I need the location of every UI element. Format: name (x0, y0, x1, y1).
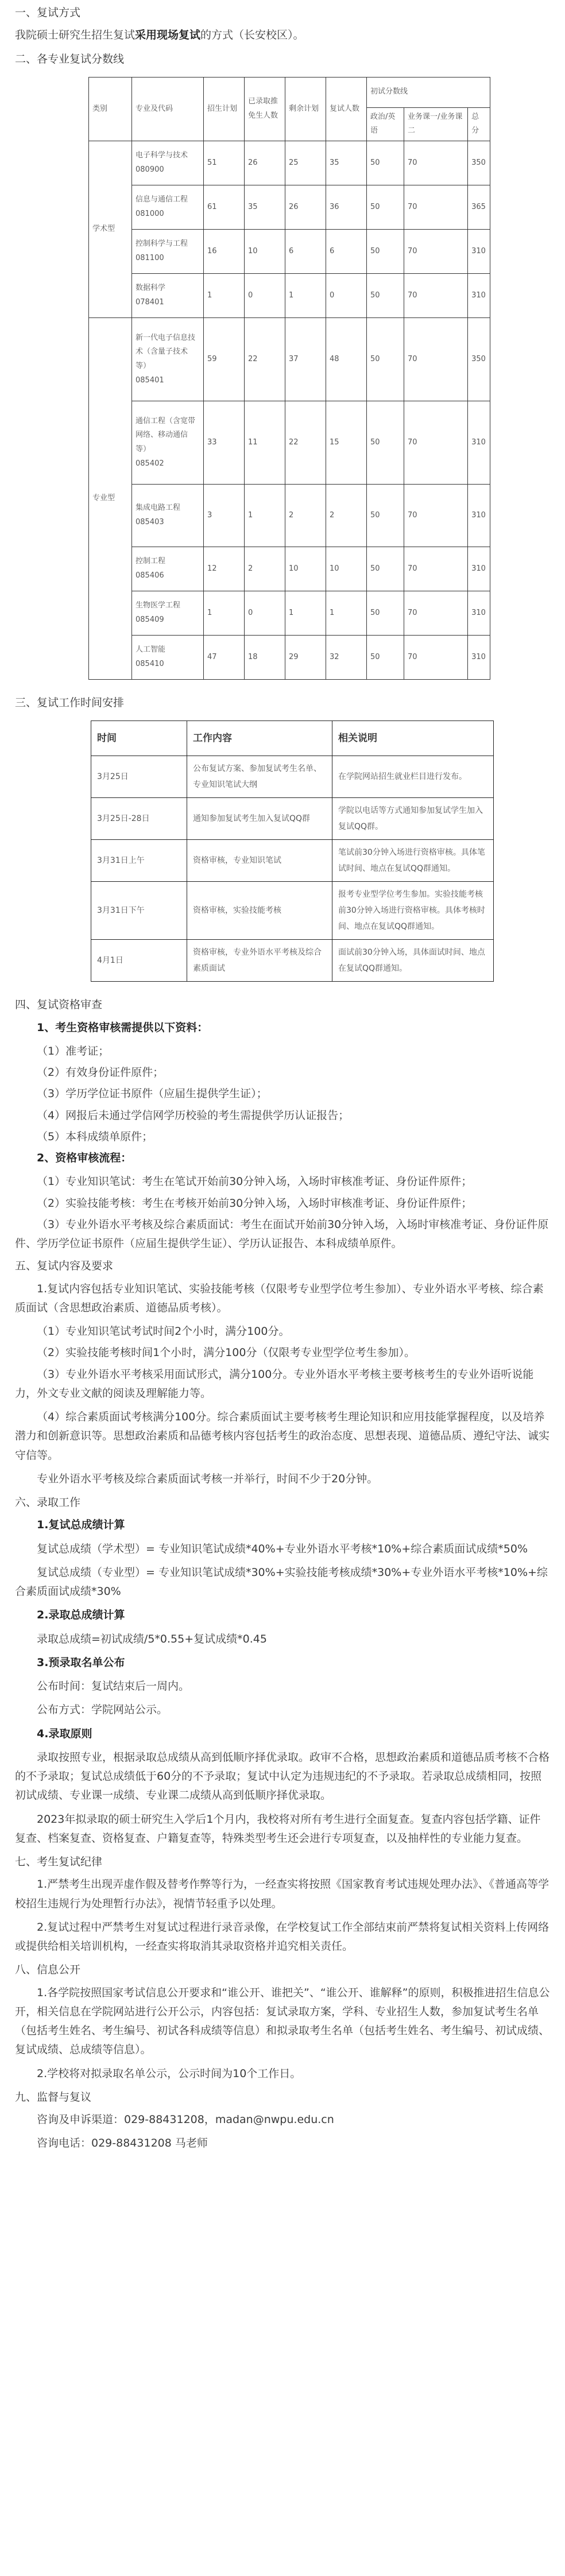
admission-rule: 录取按照专业，根据录取总成绩从高到低顺序择优录取。政审不合格，思想政治素质和道德品质考核不合格的不予录取；复试总成绩低于60分的不予录取；复试中认定为违规违纪的不予录取。若录取总成绩相同，按照初试成绩、专业课一成绩、专业课二成绩从高到低顺序择优录取。 (15, 1750, 550, 1802)
politics-cell: 50 (367, 230, 404, 274)
retest-cell: 32 (326, 636, 367, 680)
score-table-header-row (89, 77, 490, 107)
section-8-p2: 2.学校将对拟录取名单公示，公示时间为10个工作日。 (37, 2067, 301, 2080)
section-5-title: 五、复试内容及要求 (15, 1260, 114, 1273)
courses-cell: 70 (404, 636, 467, 680)
table-row (89, 636, 490, 680)
retest-cell: 48 (326, 318, 367, 401)
plan-cell: 1 (204, 274, 245, 318)
section-5-p4: （4）综合素质面试考核满分100分。综合素质面试主要考核考生理论知识和应用技能掌握程度，以及培养潜力和创新意识等。思想政治素质和品德考核内容包括考生的政治态度、思想表现、道德品质、遵纪守法、诚实守信等。 (15, 1411, 550, 1462)
retest-cell: 36 (326, 185, 367, 230)
section-1-text-pre: 我院硕士研究生招生复试 (15, 29, 136, 42)
review-2023: 2023年拟录取的硕士研究生入学后1个月内，我校将对所有考生进行全面复查。复查内容包括学籍、证件复查、档案复查、资格复查、户籍复查等，特殊类型考生还会进行专项复查，以及抽样性的专业能力复查。 (15, 1812, 541, 1845)
remaining-cell: 2 (285, 485, 326, 547)
schedule-table (91, 720, 494, 982)
remaining-cell: 6 (285, 230, 326, 274)
publish-time: 公布时间：复试结束后一周内。 (37, 1680, 190, 1693)
total-cell: 350 (468, 141, 490, 185)
plan-cell: 1 (204, 591, 245, 636)
major-cell (132, 547, 204, 591)
major-cell (132, 274, 204, 318)
retest-cell: 1 (326, 591, 367, 636)
politics-cell: 50 (367, 401, 404, 485)
section-7-p2: 2.复试过程中严禁考生对复试过程进行录音录像，在学校复试工作全部结束前严禁将复试相关资料上传网络或提供给相关培训机构，一经查实将取消其录取资格并追究相关责任。 (15, 1920, 549, 1953)
total-cell: 310 (468, 230, 490, 274)
plan-cell: 47 (204, 636, 245, 680)
plan-cell: 12 (204, 547, 245, 591)
section-5-p1: 1.复试内容包括专业知识笔试、实验技能考核（仅限考专业型学位考生参加）、专业外语水平考核、综合素质面试（含思想政治素质、道德品质考核）。 (15, 1282, 544, 1314)
list-item: （1）专业知识笔试：考生在笔试开始前30分钟入场，入场时审核准考证、身份证件原件； (37, 1175, 473, 1188)
formula-admission: 录取总成绩=初试成绩/5*0.55+复试成绩*0.45 (37, 1632, 267, 1645)
time-cell: 4月1日 (91, 940, 187, 982)
section-9-title: 九、监督与复议 (15, 2090, 92, 2104)
time-cell: 3月31日上午 (91, 840, 187, 882)
note-cell: 面试前30分钟入场，具体面试时间、地点在复试QQ群通知。 (332, 940, 494, 982)
list-item: （2）实验技能考核时间1个小时，满分100分（仅限考专业型学位考生参加）。 (37, 1346, 415, 1359)
plan-cell: 3 (204, 485, 245, 547)
total-cell: 310 (468, 591, 490, 636)
section-8-title: 八、信息公开 (15, 1963, 81, 1977)
section-1-title: 一、复试方式 (15, 6, 81, 19)
retest-cell: 35 (326, 141, 367, 185)
major-name: 人工智能 (136, 645, 166, 654)
politics-cell: 50 (367, 636, 404, 680)
major-name: 控制科学与工程 (136, 239, 188, 249)
remaining-cell: 26 (285, 185, 326, 230)
major-cell (132, 636, 204, 680)
retest-cell: 10 (326, 547, 367, 591)
table-row (89, 485, 490, 547)
politics-cell: 50 (367, 185, 404, 230)
exempt-cell: 26 (245, 141, 285, 185)
major-name: 信息与通信工程 (136, 195, 188, 204)
remaining-cell: 10 (285, 547, 326, 591)
courses-cell: 70 (404, 591, 467, 636)
section-1-text (15, 26, 550, 45)
document (0, 3, 565, 2153)
exempt-cell: 10 (245, 230, 285, 274)
list-item: （5）本科成绩单原件； (37, 1130, 153, 1143)
group-professional: 专业型 (89, 318, 132, 680)
major-code: 085403 (136, 518, 164, 527)
exempt-cell: 35 (245, 185, 285, 230)
table-row (91, 756, 494, 798)
list-item: （1）准考证； (37, 1044, 110, 1057)
section-6-sub3: 3.预录取名单公布 (37, 1656, 125, 1669)
group-academic: 学术型 (89, 141, 132, 318)
table-row (89, 274, 490, 318)
formula-academic: 复试总成绩（学术型）= 专业知识笔试成绩*40%+专业外语水平考核*10%+综合素质面试成绩*50% (37, 1542, 528, 1555)
header-line-group: 初试分数线 (367, 77, 490, 107)
work-cell: 资格审核，专业知识笔试 (187, 840, 332, 882)
courses-cell: 70 (404, 185, 467, 230)
plan-cell: 16 (204, 230, 245, 274)
section-7-title: 七、考生复试纪律 (15, 1856, 103, 1869)
major-cell (132, 185, 204, 230)
header-remaining: 剩余计划 (285, 77, 326, 141)
politics-cell: 50 (367, 274, 404, 318)
header-retest: 复试人数 (326, 77, 367, 141)
section-6-sub2: 2.录取总成绩计算 (37, 1609, 125, 1622)
header-courses: 业务课一/业务课二 (404, 107, 467, 141)
courses-cell: 70 (404, 230, 467, 274)
total-cell: 310 (468, 636, 490, 680)
remaining-cell: 22 (285, 401, 326, 485)
section-1-text-post: 的方式（长安校区）。 (200, 29, 304, 42)
table-row (89, 185, 490, 230)
work-cell: 资格审核，实验技能考核 (187, 882, 332, 940)
section-1-text-bold: 采用现场复试 (135, 29, 201, 42)
plan-cell: 33 (204, 401, 245, 485)
exempt-cell: 0 (245, 274, 285, 318)
header-time: 时间 (91, 721, 187, 756)
section-4-sub2: 2、资格审核流程： (37, 1152, 132, 1165)
courses-cell: 70 (404, 318, 467, 401)
remaining-cell: 37 (285, 318, 326, 401)
contact-phone: 咨询电话：029-88431208 马老师 (37, 2137, 208, 2150)
table-row (89, 318, 490, 401)
major-code: 085406 (136, 571, 164, 580)
plan-cell: 59 (204, 318, 245, 401)
total-cell: 310 (468, 485, 490, 547)
major-name: 数据科学 (136, 284, 166, 293)
header-plan: 招生计划 (204, 77, 245, 141)
note-cell: 笔试前30分钟入场进行资格审核。具体笔试时间、地点在复试QQ群通知。 (332, 840, 494, 882)
list-item: （2）有效身份证件原件； (37, 1066, 164, 1079)
total-cell: 365 (468, 185, 490, 230)
contact-appeal: 咨询及申诉渠道：029-88431208，madan@nwpu.edu.cn (37, 2113, 334, 2126)
courses-cell: 70 (404, 274, 467, 318)
exempt-cell: 11 (245, 401, 285, 485)
table-row (89, 547, 490, 591)
major-cell (132, 401, 204, 485)
section-5-p5: 专业外语水平考核及综合素质面试考核一并举行，时间不少于20分钟。 (37, 1472, 378, 1485)
work-cell: 公布复试方案、参加复试考生名单、专业知识笔试大纲 (187, 756, 332, 798)
retest-cell: 0 (326, 274, 367, 318)
exempt-cell: 1 (245, 485, 285, 547)
section-2-title: 二、各专业复试分数线 (15, 52, 125, 65)
note-cell: 在学院网站招生就业栏目进行发布。 (332, 756, 494, 798)
table-row (89, 401, 490, 485)
section-7-p1: 1.严禁考生出现弄虚作假及替考作弊等行为，一经查实将按照《国家教育考试违规处理办法》、《普通高等学校招生违规行为处理暂行办法》，视情节轻重予以处理。 (15, 1878, 549, 1910)
section-4-sub1: 1、考生资格审核需提供以下资料： (37, 1021, 208, 1034)
retest-cell: 15 (326, 401, 367, 485)
exempt-cell: 18 (245, 636, 285, 680)
list-item: （1）专业知识笔试考试时间2个小时，满分100分。 (37, 1325, 290, 1338)
exempt-cell: 0 (245, 591, 285, 636)
major-code: 081100 (136, 254, 164, 263)
section-6-sub1: 1.复试总成绩计算 (37, 1519, 125, 1532)
courses-cell: 70 (404, 485, 467, 547)
politics-cell: 50 (367, 318, 404, 401)
total-cell: 350 (468, 318, 490, 401)
table-row (89, 230, 490, 274)
time-cell: 3月25日-28日 (91, 798, 187, 840)
courses-cell: 70 (404, 547, 467, 591)
table-row (91, 882, 494, 940)
total-cell: 310 (468, 274, 490, 318)
section-6-sub4: 4.录取原则 (37, 1727, 92, 1740)
section-6-title: 六、录取工作 (15, 1496, 81, 1509)
header-work: 工作内容 (187, 721, 332, 756)
major-code: 085410 (136, 660, 164, 669)
list-item: （3）学历学位证书原件（应届生提供学生证）； (37, 1087, 268, 1101)
header-note: 相关说明 (332, 721, 494, 756)
remaining-cell: 29 (285, 636, 326, 680)
table-row (91, 940, 494, 982)
section-5-p3: （3）专业外语水平考核采用面试形式，满分100分。专业外语水平考核主要考核考生的专业外语听说能力，外文专业文献的阅读及理解能力等。 (15, 1368, 534, 1400)
header-major: 专业及代码 (132, 77, 204, 141)
formula-professional: 复试总成绩（专业型）= 专业知识笔试成绩*30%+实验技能考核成绩*30%+专业外语水平考核*10%+综合素质面试成绩*30% (15, 1566, 548, 1598)
exempt-cell: 2 (245, 547, 285, 591)
major-cell (132, 230, 204, 274)
politics-cell: 50 (367, 591, 404, 636)
major-name: 电子科学与技术 (136, 151, 188, 160)
major-code: 085402 (136, 459, 164, 468)
table-row (89, 591, 490, 636)
plan-cell: 51 (204, 141, 245, 185)
remaining-cell: 25 (285, 141, 326, 185)
list-item: （2）实验技能考核：考生在考核开始前30分钟入场，入场时审核准考证、身份证件原件； (37, 1196, 473, 1210)
major-name: 生物医学工程 (136, 601, 181, 610)
table-row (91, 798, 494, 840)
list-item: （3）专业外语水平考核及综合素质面试：考生在面试开始前30分钟入场，入场时审核准考证、身份证件原件、学历学位证书原件（应届生提供学生证）、学历认证报告、本科成绩单原件。 (15, 1218, 549, 1250)
time-cell: 3月31日下午 (91, 882, 187, 940)
remaining-cell: 1 (285, 274, 326, 318)
remaining-cell: 1 (285, 591, 326, 636)
major-code: 081000 (136, 210, 164, 219)
major-code: 085401 (136, 375, 164, 385)
score-line-table (88, 77, 490, 680)
major-cell (132, 318, 204, 401)
header-total: 总分 (468, 107, 490, 141)
total-cell: 310 (468, 401, 490, 485)
major-name: 通信工程（含宽带网络、移动通信等） (136, 416, 196, 454)
work-cell: 通知参加复试考生加入复试QQ群 (187, 798, 332, 840)
publish-way: 公布方式：学院网站公示。 (37, 1703, 168, 1717)
retest-cell: 2 (326, 485, 367, 547)
major-cell (132, 591, 204, 636)
total-cell: 310 (468, 547, 490, 591)
plan-cell: 61 (204, 185, 245, 230)
list-item: （4）网报后未通过学信网学历校验的考生需提供学历认证报告； (37, 1109, 350, 1122)
major-name: 集成电路工程 (136, 503, 181, 513)
major-code: 080900 (136, 165, 164, 175)
header-exempt: 已录取推免生人数 (245, 77, 285, 141)
major-name: 控制工程 (136, 557, 166, 566)
note-cell: 学院以电话等方式通知参加复试学生加入复试QQ群。 (332, 798, 494, 840)
table-row (89, 141, 490, 185)
section-8-p1: 1.各学院按照国家考试信息公开要求和“谁公开、谁把关”、“谁公开、谁解释”的原则，积极推进招生信息公开，相关信息在学院网站进行公开公示，内容包括：复试录取方案，学科、专业招生人数，参加复试考生名单（包括考生姓名、考生编号、初试各科成绩等信息）和拟录取考生名单（包括考生姓名、考生编号、初试成绩、复试成绩、总成绩等信息）。 (15, 1986, 550, 2056)
courses-cell: 70 (404, 401, 467, 485)
major-code: 078401 (136, 298, 164, 307)
note-cell: 报考专业型学位考生参加。实验技能考核前30分钟入场进行资格审核。具体考核时间、地点在复试QQ群通知。 (332, 882, 494, 940)
politics-cell: 50 (367, 547, 404, 591)
retest-cell: 6 (326, 230, 367, 274)
section-4-title: 四、复试资格审查 (15, 998, 103, 1012)
courses-cell: 70 (404, 141, 467, 185)
politics-cell: 50 (367, 485, 404, 547)
schedule-header-row (91, 721, 494, 756)
major-cell (132, 485, 204, 547)
work-cell: 资格审核，专业外语水平考核及综合素质面试 (187, 940, 332, 982)
header-category: 类别 (89, 77, 132, 141)
table-row (91, 840, 494, 882)
politics-cell: 50 (367, 141, 404, 185)
exempt-cell: 22 (245, 318, 285, 401)
major-cell (132, 141, 204, 185)
major-code: 085409 (136, 615, 164, 625)
major-name: 新一代电子信息技术（含量子技术等） (136, 333, 196, 371)
section-3-title: 三、复试工作时间安排 (15, 696, 125, 710)
time-cell: 3月25日 (91, 756, 187, 798)
header-politics: 政治/英语 (367, 107, 404, 141)
